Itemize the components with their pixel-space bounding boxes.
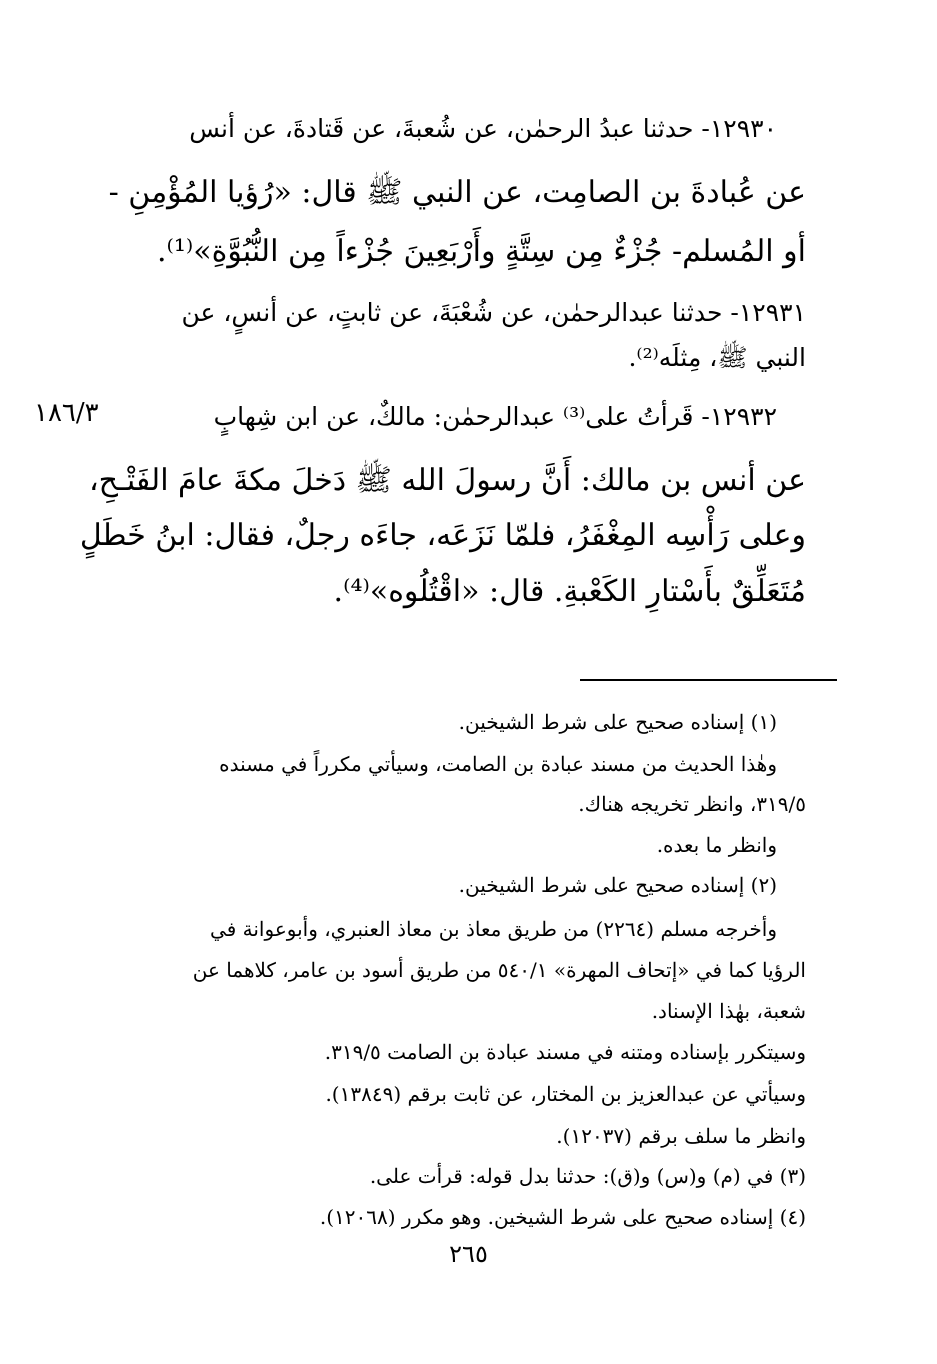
footnote-line: وانظر ما بعده. <box>656 833 777 857</box>
page-number: ٢٦٥ <box>449 1240 488 1268</box>
hadith-line: ١٢٩٣٠- حدثنا عبدُ الرحمٰن، عن شُعبةَ، عن قَتادةَ، عن أنس <box>189 114 777 143</box>
hadith-line: ١٢٩٣١- حدثنا عبدالرحمٰن، عن شُعْبَةَ، عن ثابتٍ، عن أنسٍ، عن <box>181 298 806 327</box>
footnote-line: وسيتكرر بإسناده ومتنه في مسند عبادة بن الصامت ٣١٩/٥. <box>324 1040 806 1064</box>
hadith-line: عن أنس بن مالك: أَنَّ رسولَ الله ﷺ دَخلَ مكةَ عامَ الفَتْـحِ، <box>88 463 806 498</box>
hadith-line: مُتَعَلِّقٌ بأَسْتارِ الكَعْبةِ. قال: «اقْتُلُوه»⁽⁴⁾. <box>333 574 806 609</box>
footnote-line: (٣) في (م) و(س) و(ق): حدثنا بدل قوله: قرأت على. <box>369 1164 806 1188</box>
hadith-line: عن عُبادةَ بن الصامِت، عن النبي ﷺ قال: «رُؤيا المُؤْمِنِ - <box>108 175 806 210</box>
footnote-line: وأخرجه مسلم (٢٢٦٤) من طريق معاذ بن معاذ العنبري، وأبوعوانة في <box>210 917 777 941</box>
hadith-line: أو المُسلم- جُزْءٌ مِن سِتَّةٍ وأَرْبَعِينَ جُزْءاً مِن النُّبُوَّةِ»⁽¹⁾. <box>156 234 806 269</box>
footnote-line: وسيأتي عن عبدالعزيز بن المختار، عن ثابت برقم (١٣٨٤٩). <box>325 1082 806 1106</box>
footnote-line: شعبة، بهٰذا الإسناد. <box>651 999 806 1023</box>
footnote-line: (٤) إسناده صحيح على شرط الشيخين. وهو مكرر (١٢٠٦٨). <box>319 1205 806 1229</box>
footnote-line: وانظر ما سلف برقم (١٢٠٣٧). <box>556 1124 806 1148</box>
hadith-line: وعلى رَأْسِه المِغْفَرُ، فلمّا نَزَعَه، جاءَه رجلٌ، فقال: ابنُ خَطَلٍ <box>79 518 806 553</box>
footnote-separator <box>580 679 837 681</box>
footnote-line: الرؤيا كما في «إتحاف المهرة» ٥٤٠/١ من طريق أسود بن عامر، كلاهما عن <box>192 958 806 982</box>
hadith-line: النبي ﷺ، مِثلَه⁽²⁾. <box>628 343 806 372</box>
footnote-line: وهٰذا الحديث من مسند عبادة بن الصامت، وسيأتي مكرراً في مسنده <box>219 752 777 776</box>
volume-page-reference: ١٨٦/٣ <box>34 398 99 428</box>
footnote-line: (١) إسناده صحيح على شرط الشيخين. <box>458 710 777 734</box>
footnote-line: (٢) إسناده صحيح على شرط الشيخين. <box>458 873 777 897</box>
hadith-line: ١٢٩٣٢- قَرأتُ على⁽³⁾ عبدالرحمٰن: مالكٌ، عن ابن شِهابٍ <box>213 402 777 431</box>
footnote-line: ٣١٩/٥، وانظر تخريجه هناك. <box>578 792 806 816</box>
